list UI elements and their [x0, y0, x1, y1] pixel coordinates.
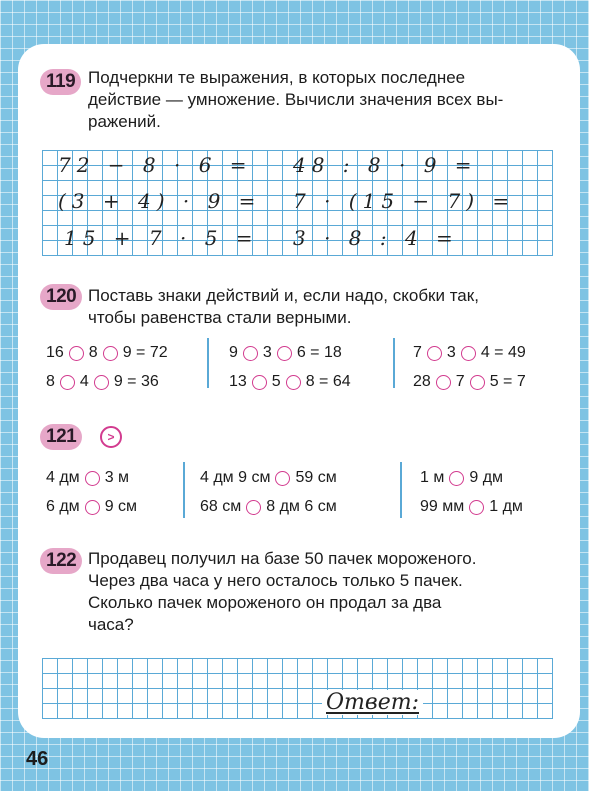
- task-text-line: Через два часа у него осталось только 5 пачек.: [88, 571, 463, 590]
- quantity: 6 дм: [46, 498, 80, 515]
- task-122-text: [88, 548, 552, 636]
- column-divider: [393, 338, 395, 388]
- compare-slot[interactable]: [85, 500, 100, 515]
- number: 4: [79, 373, 89, 390]
- operator-slot[interactable]: [103, 346, 118, 361]
- equation: [46, 373, 159, 391]
- operator-slot[interactable]: [94, 375, 109, 390]
- quantity: 1 м: [420, 469, 445, 486]
- quantity: 9 см: [104, 498, 138, 515]
- quantity: 99 мм: [420, 498, 465, 515]
- comparison: [46, 498, 137, 516]
- operator-slot[interactable]: [436, 375, 451, 390]
- number: 9: [229, 344, 238, 361]
- compare-slot[interactable]: [469, 500, 484, 515]
- number: 9 = 36: [113, 373, 159, 390]
- quantity: 3 м: [104, 469, 130, 486]
- operator-slot[interactable]: [243, 346, 258, 361]
- task-text-line: часа?: [88, 615, 134, 634]
- task-119-text: [88, 67, 552, 133]
- number: 16: [46, 344, 64, 361]
- task-122-grid[interactable]: [42, 658, 553, 719]
- task-text-line: ражений.: [88, 112, 161, 131]
- operator-slot[interactable]: [286, 375, 301, 390]
- equation: [413, 373, 526, 391]
- equation: [229, 344, 342, 362]
- task-text-line: чтобы равенства стали верными.: [88, 308, 352, 327]
- number: 7: [455, 373, 465, 390]
- operator-slot[interactable]: [461, 346, 476, 361]
- compare-slot[interactable]: [275, 471, 290, 486]
- task-text-line: Сколько пачек мороженого он продал за два: [88, 593, 442, 612]
- compare-slot[interactable]: [449, 471, 464, 486]
- task-number-120: 120: [40, 284, 82, 310]
- quantity: 4 дм: [46, 469, 80, 486]
- compare-slot[interactable]: [85, 471, 100, 486]
- operator-slot[interactable]: [470, 375, 485, 390]
- quantity: 9 дм: [469, 469, 504, 486]
- operator-slot[interactable]: [427, 346, 442, 361]
- equation: [413, 344, 526, 362]
- quantity: 59 см: [295, 469, 337, 486]
- handwritten-expression: 15 + 7 · 5 =: [64, 226, 259, 250]
- number: 5 = 7: [489, 373, 526, 390]
- quantity: 1 дм: [489, 498, 523, 515]
- task-number-119: 119: [40, 69, 81, 95]
- comparison: [420, 469, 503, 487]
- quantity: 68 см: [200, 498, 242, 515]
- comparison: [46, 469, 129, 487]
- handwritten-expression: 3 · 8 : 4 =: [293, 226, 459, 250]
- handwritten-expression: 72 − 8 · 6 =: [58, 153, 253, 177]
- compare-icon: >: [100, 426, 122, 448]
- compare-slot[interactable]: [246, 500, 261, 515]
- operator-slot[interactable]: [277, 346, 292, 361]
- number: 6 = 18: [296, 344, 342, 361]
- column-divider: [183, 462, 185, 518]
- column-divider: [400, 462, 402, 518]
- number: 8 = 64: [305, 373, 351, 390]
- task-number-121: 121: [40, 424, 82, 450]
- task-text-line: Подчеркни те выражения, в которых последнее: [88, 68, 466, 87]
- comparison: [200, 498, 337, 516]
- operator-slot[interactable]: [69, 346, 84, 361]
- task-text-line: Поставь знаки действий и, если надо, скобки так,: [88, 286, 479, 305]
- equation: [229, 373, 351, 391]
- handwritten-expression: 48 : 8 · 9 =: [293, 153, 478, 177]
- quantity: 8 дм 6 см: [266, 498, 337, 515]
- number: 28: [413, 373, 431, 390]
- comparison: [420, 498, 523, 516]
- number: 8: [88, 344, 98, 361]
- task-text-line: действие — умножение. Вычисли значения всех вы-: [88, 90, 504, 109]
- number: 3: [262, 344, 272, 361]
- number: 13: [229, 373, 247, 390]
- operator-slot[interactable]: [252, 375, 267, 390]
- number: 3: [446, 344, 456, 361]
- number: 9 = 72: [122, 344, 168, 361]
- number: 5: [271, 373, 281, 390]
- comparison: [200, 469, 337, 487]
- task-120-text: [88, 285, 552, 329]
- answer-label: Ответ:: [322, 690, 423, 715]
- handwritten-expression: (3 + 4) · 9 =: [58, 189, 262, 213]
- handwritten-expression: 7 · (15 − 7) =: [293, 189, 516, 213]
- equation: [46, 344, 168, 362]
- number: 8: [46, 373, 55, 390]
- task-number-122: 122: [40, 548, 82, 574]
- number: 7: [413, 344, 422, 361]
- task-text-line: Продавец получил на базе 50 пачек мороженого.: [88, 549, 477, 568]
- page-number: 46: [26, 748, 49, 770]
- column-divider: [207, 338, 209, 388]
- quantity: 4 дм 9 см: [200, 469, 271, 486]
- operator-slot[interactable]: [60, 375, 75, 390]
- number: 4 = 49: [480, 344, 526, 361]
